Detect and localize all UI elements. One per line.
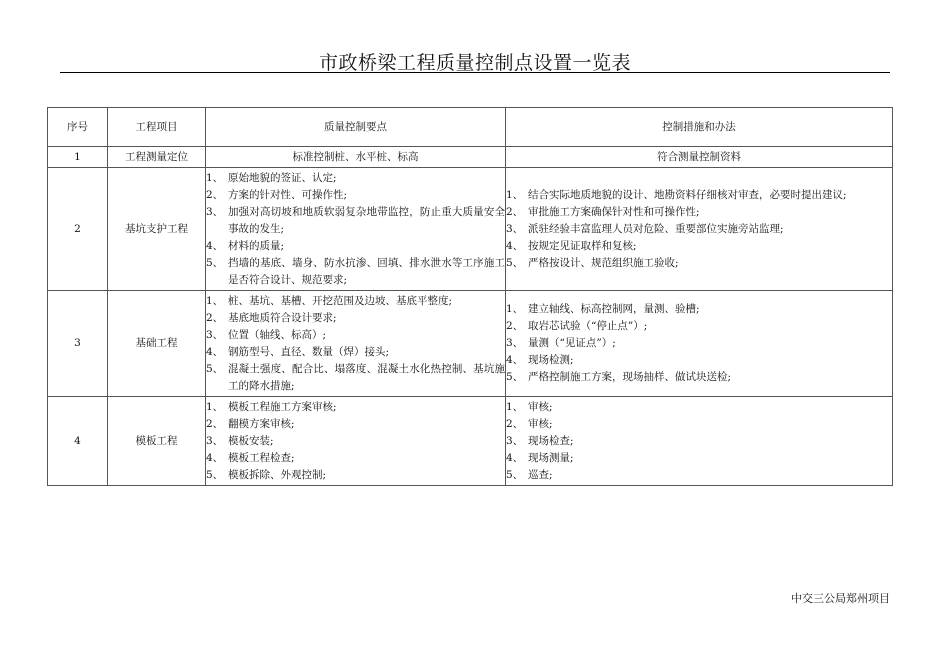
row-seq: 4	[48, 397, 108, 486]
row-project: 基础工程	[108, 291, 206, 397]
list-item: 5、 严格控制施工方案，现场抽样、做试块送检;	[506, 371, 732, 383]
row-control-points: 标准控制桩、水平桩、标高	[206, 147, 506, 168]
list-item: 4、 按规定见证取样和复核;	[506, 239, 637, 252]
title-underline	[60, 72, 890, 73]
list-item: 3、 派驻经验丰富监理人员对危险、重要部位实施旁站监理;	[506, 222, 784, 235]
quality-control-table	[47, 107, 893, 486]
table-header-row	[48, 108, 893, 147]
table-row	[48, 147, 893, 168]
header-seq: 序号	[48, 108, 108, 147]
table-row	[48, 168, 893, 291]
list-item: 4、 模板工程检查;	[206, 451, 295, 464]
list-item: 3、 模板安装;	[206, 434, 274, 447]
table-row	[48, 397, 893, 486]
list-item: 4、 现场测量;	[506, 451, 574, 464]
list-item: 3、 位置（轴线、标高）;	[206, 328, 327, 341]
list-item: 2、 翻模方案审核;	[206, 417, 295, 430]
row-seq: 2	[48, 168, 108, 291]
list-item: 1、 原始地貌的签证、认定;	[206, 171, 337, 184]
list-item: 4、 现场检测;	[506, 354, 574, 366]
list-item: 2、 基底地质符合设计要求;	[206, 311, 337, 324]
list-item: 1、 建立轴线、标高控制网，量测、验槽;	[506, 303, 700, 315]
row-control-measures	[506, 397, 893, 486]
header-control-measures: 控制措施和办法	[506, 108, 893, 147]
list-item: 2、 取岩芯试验（“停止点”）;	[506, 320, 648, 332]
list-item: 5、 巡查;	[506, 468, 553, 481]
row-control-points	[206, 397, 506, 486]
list-item: 3、 现场检查;	[506, 434, 574, 447]
footer-project-name: 中交三公局郑州项目	[791, 592, 890, 605]
list-item: 5、 严格按设计、规范组织施工验收;	[506, 256, 679, 269]
row-project: 工程测量定位	[108, 147, 206, 168]
list-item: 3、 量测（“见证点”）;	[506, 337, 616, 349]
list-item: 5、 混凝土强度、配合比、塌落度、混凝土水化热控制、基坑施工的降水措施;	[206, 362, 505, 392]
row-control-points	[206, 291, 506, 397]
row-control-points	[206, 168, 506, 291]
row-control-measures: 符合测量控制资料	[506, 147, 893, 168]
row-control-measures	[506, 291, 893, 397]
list-item: 1、 桩、基坑、基槽、开挖范围及边坡、基底平整度;	[206, 294, 453, 307]
header-project: 工程项目	[108, 108, 206, 147]
header-control-points: 质量控制要点	[206, 108, 506, 147]
list-item: 4、 材料的质量;	[206, 239, 285, 252]
page-title: 市政桥梁工程质量控制点设置一览表	[318, 52, 631, 74]
list-item: 1、 模板工程施工方案审核;	[206, 400, 337, 413]
row-seq: 3	[48, 291, 108, 397]
list-item: 2、 方案的针对性、可操作性;	[206, 188, 348, 201]
list-item: 5、 模板拆除、外观控制;	[206, 468, 327, 481]
list-item: 5、 挡墙的基底、墙身、防水抗渗、回填、排水泄水等工序施工是否符合设计、规范要求;	[206, 256, 505, 286]
row-seq: 1	[48, 147, 108, 168]
list-item: 4、 钢筋型号、直径、数量（焊）接头;	[206, 345, 390, 358]
list-item: 2、 审核;	[506, 417, 553, 430]
table-row	[48, 291, 893, 397]
list-item: 1、 审核;	[506, 400, 553, 413]
row-control-measures	[506, 168, 893, 291]
list-item: 3、 加强对高切坡和地质软弱复杂地带监控，防止重大质量安全事故的发生;	[206, 205, 505, 235]
row-project: 基坑支护工程	[108, 168, 206, 291]
row-project: 模板工程	[108, 397, 206, 486]
list-item: 1、 结合实际地质地貌的设计、地勘资料仔细核对审查，必要时提出建议;	[506, 188, 847, 201]
list-item: 2、 审批施工方案确保针对性和可操作性;	[506, 205, 700, 218]
